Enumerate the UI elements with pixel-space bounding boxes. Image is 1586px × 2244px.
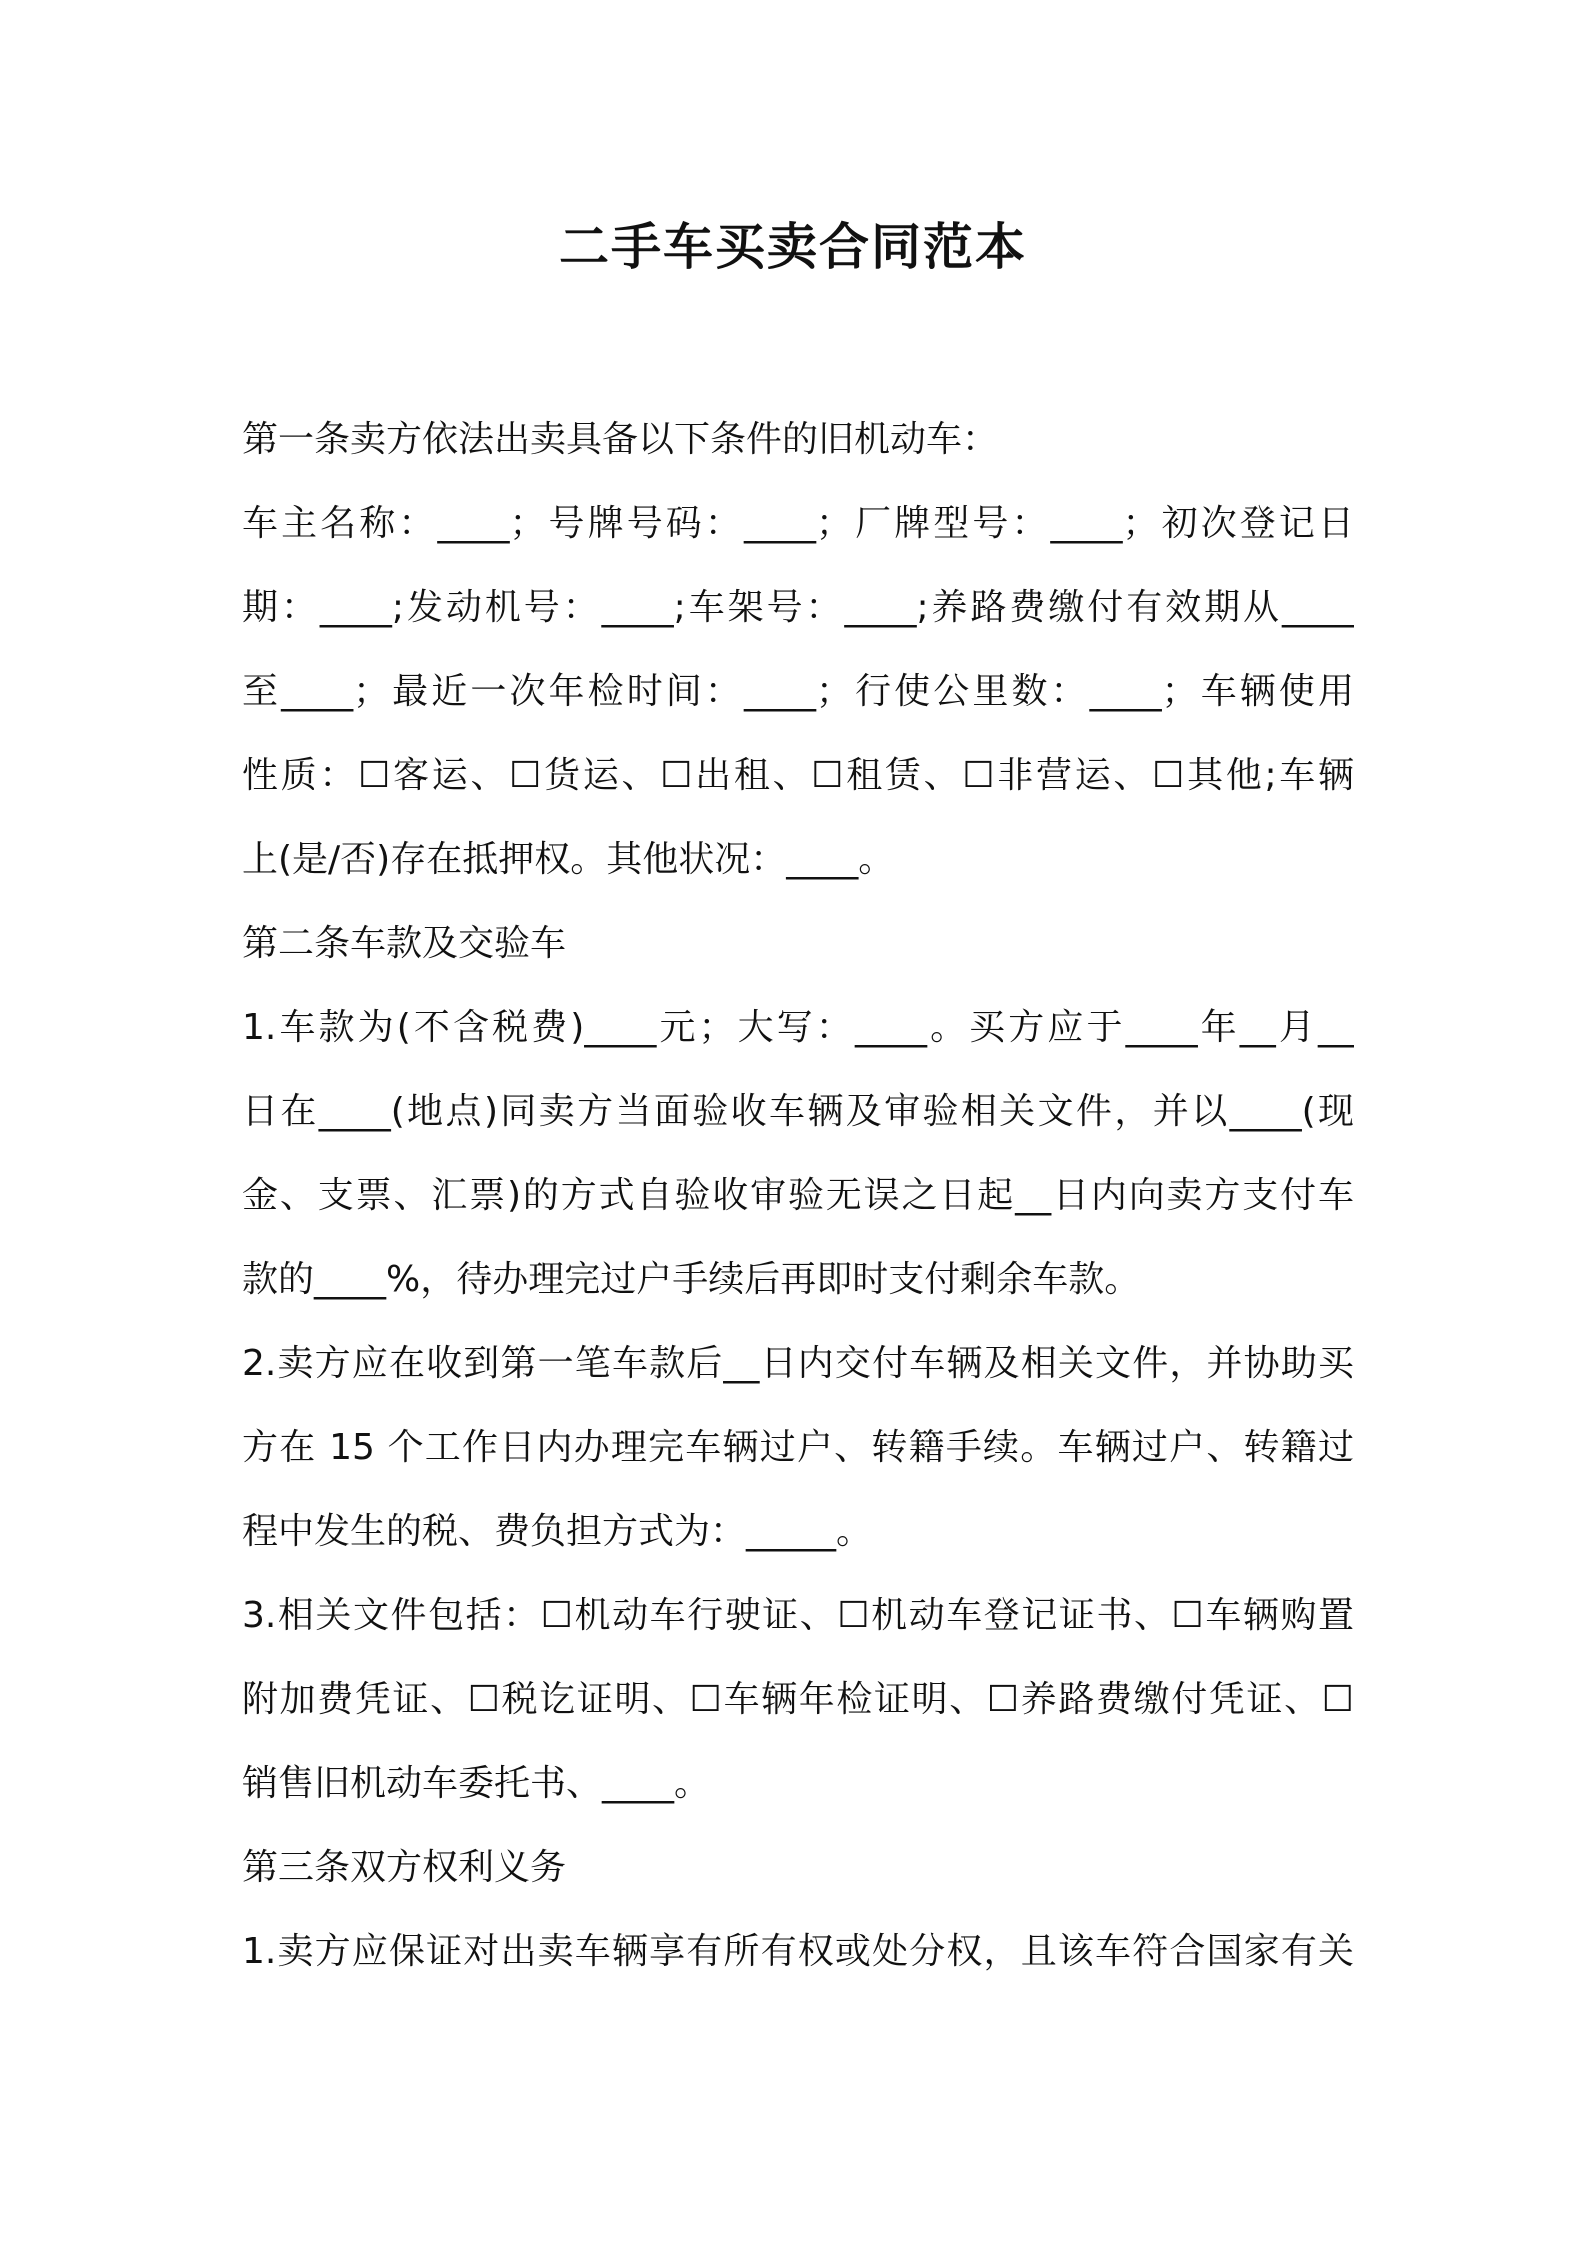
contract-line: 至____；最近一次年检时间：____；行使公里数：____；车辆使用: [242, 671, 1354, 712]
contract-body: [242, 398, 1354, 1994]
contract-line: 性质：☐客运、☐货运、☐出租、☐租赁、☐非营运、☐其他;车辆: [242, 755, 1354, 796]
contract-line: 期：____;发动机号：____;车架号：____;养路费缴付有效期从____: [242, 587, 1354, 628]
contract-line: 上(是/否)存在抵押权。其他状况：____。: [242, 839, 895, 880]
contract-line: 第二条车款及交验车: [242, 923, 567, 964]
contract-line: 1.车款为(不含税费)____元；大写：____。买方应于____年__月__: [242, 1007, 1354, 1048]
contract-line: 第一条卖方依法出卖具备以下条件的旧机动车：: [242, 419, 999, 460]
contract-line: 2.卖方应在收到第一笔车款后__日内交付车辆及相关文件，并协助买: [242, 1343, 1354, 1384]
contract-line: 金、支票、汇票)的方式自验收审验无误之日起__日内向卖方支付车: [242, 1175, 1354, 1216]
contract-line: 方在 15 个工作日内办理完车辆过户、转籍手续。车辆过户、转籍过: [242, 1427, 1354, 1468]
contract-line: 日在____(地点)同卖方当面验收车辆及审验相关文件，并以____(现: [242, 1091, 1354, 1132]
contract-line: 附加费凭证、☐税讫证明、☐车辆年检证明、☐养路费缴付凭证、☐: [242, 1679, 1354, 1720]
contract-line: 销售旧机动车委托书、____。: [242, 1763, 711, 1804]
contract-line: 程中发生的税、费负担方式为：_____。: [242, 1511, 873, 1552]
contract-line: 车主名称：____；号牌号码：____；厂牌型号：____；初次登记日: [242, 503, 1354, 544]
contract-line: 款的____%，待办理完过户手续后再即时支付剩余车款。: [242, 1259, 1141, 1300]
contract-line: 第三条双方权利义务: [242, 1847, 567, 1888]
contract-line: 1.卖方应保证对出卖车辆享有所有权或处分权，且该车符合国家有关: [242, 1931, 1354, 1972]
document-title: 二手车买卖合同范本: [559, 218, 1027, 276]
contract-line: 3.相关文件包括：☐机动车行驶证、☐机动车登记证书、☐车辆购置: [242, 1595, 1354, 1636]
